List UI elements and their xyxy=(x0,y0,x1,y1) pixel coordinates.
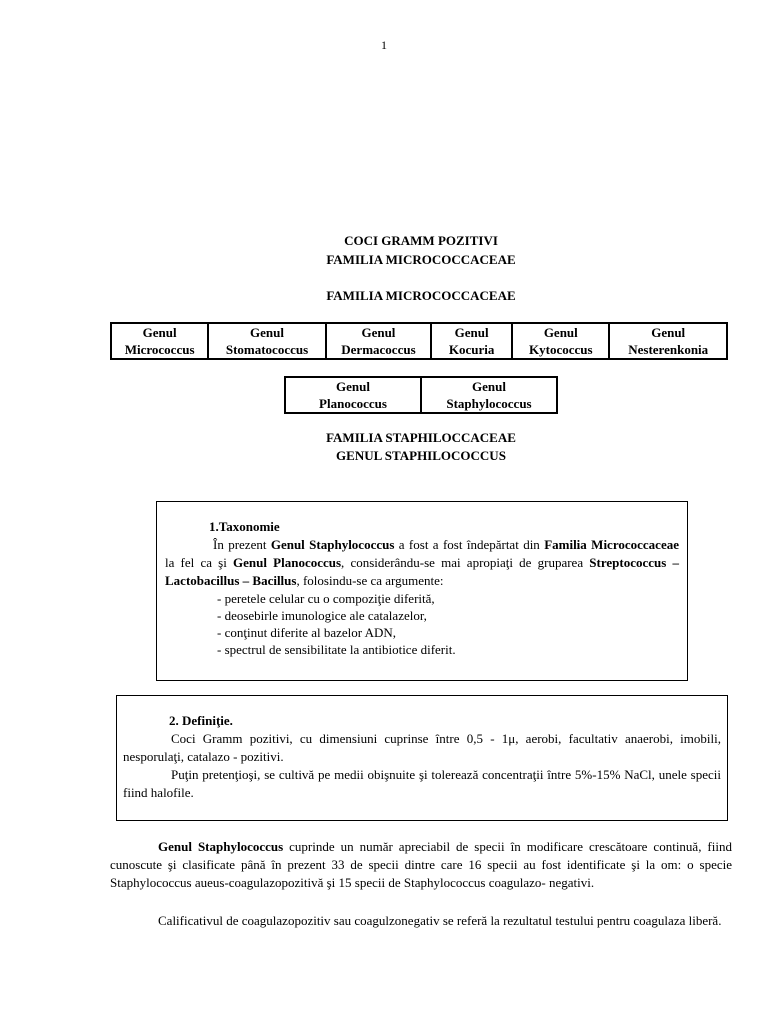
genera-table-2 xyxy=(284,376,558,414)
taxonomy-list-item: - spectrul de sensibilitate la antibiotice diferit. xyxy=(217,642,456,657)
heading-familia-2: FAMILIA MICROCOCCACEAE xyxy=(326,288,516,303)
heading-staph-genus: GENUL STAPHILOCOCCUS xyxy=(336,448,506,463)
taxonomy-title: 1.Taxonomie xyxy=(209,519,280,534)
taxonomy-box xyxy=(156,501,688,681)
genus-cell: Genul Staphylococcus xyxy=(421,377,557,413)
taxonomy-list-item: - peretele celular cu o compoziţie diferită, xyxy=(217,591,435,606)
definition-box xyxy=(116,695,728,821)
genera-table-1 xyxy=(110,322,728,360)
taxonomy-list-item: - conţinut diferite al bazelor ADN, xyxy=(217,625,397,640)
genus-cell: Genul Dermacoccus xyxy=(326,323,431,359)
heading-staph-family: FAMILIA STAPHILOCCACEAE xyxy=(326,430,516,445)
page-number: 1 xyxy=(381,38,387,52)
taxonomy-list-item: - deosebirle imunologice ale catalazelor, xyxy=(217,608,427,623)
genus-cell: Genul Kocuria xyxy=(431,323,512,359)
heading-coci: COCI GRAMM POZITIVI xyxy=(344,233,498,248)
taxonomy-paragraph: În prezent Genul Staphylococcus a fost a fost îndepărtat din Familia Micrococcaceae la fel ca şi Genul Planococcus, considerându-se mai apropiaţi de gruparea Streptococcus – Lactobacillus – Bacillus, folosindu-se ca argumente: xyxy=(165,537,679,588)
genus-cell: Genul Planococcus xyxy=(285,377,421,413)
heading-familia-1: FAMILIA MICROCOCCACEAE xyxy=(326,252,516,267)
body-paragraph-2: Calificativul de coagulazopozitiv sau coagulzonegativ se referă la rezultatul testului pentru coagulaza liberă. xyxy=(158,913,722,928)
definition-paragraph-2: Puţin pretenţioşi, se cultivă pe medii obişnuite şi tolerează concentraţii între 5%-15% NaCl, unele specii fiind halofile. xyxy=(123,767,721,800)
body-paragraph-1: Genul Staphylococcus cuprinde un număr apreciabil de specii în modificare crescătoare continuă, fiind cunoscute şi clasificate până în prezent 33 de specii dintre care 16 specii au fost identificate şi la om: o specie Staphylococcus aueus-coagulazopozitivă şi 15 specii de Staphylococcus coagulazo- negativi. xyxy=(110,839,732,890)
definition-paragraph-1: Coci Gramm pozitivi, cu dimensiuni cuprinse între 0,5 - 1μ, aerobi, facultativ anaerobi, imobili, nesporulaţi, catalazo - pozitivi. xyxy=(123,731,721,764)
genus-cell: Genul Kytococcus xyxy=(512,323,609,359)
genus-cell: Genul Stomatococcus xyxy=(208,323,326,359)
genus-cell: Genul Micrococcus xyxy=(111,323,208,359)
genus-cell: Genul Nesterenkonia xyxy=(609,323,727,359)
definition-title: 2. Definiţie. xyxy=(169,713,233,728)
